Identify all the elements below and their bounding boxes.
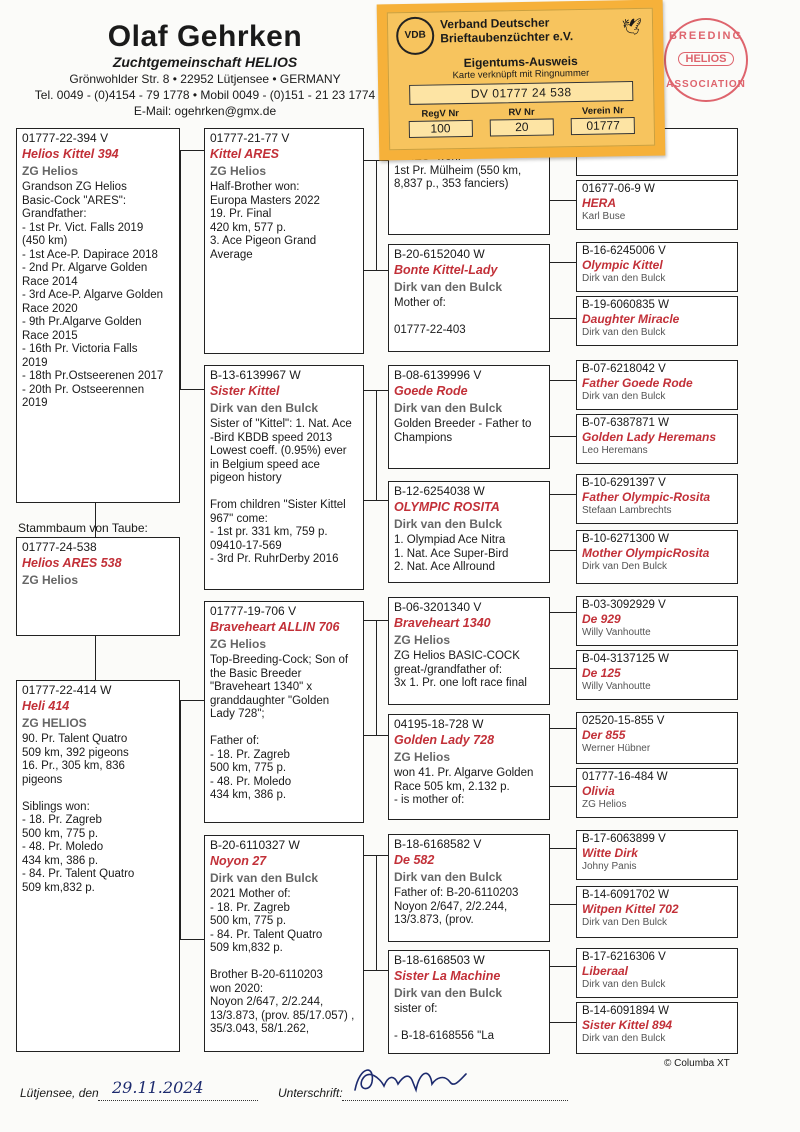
pigeon-name: Golden Lady Heremans: [582, 430, 717, 444]
pigeon-owner: Dirk van Den Bulck: [582, 561, 668, 572]
pigeon-card-sire-dam: [204, 365, 364, 590]
ring-number: B-13-6139967 W: [210, 368, 301, 382]
pigeon-card-dam: [16, 680, 180, 1052]
sticker-title: Eigentums-Ausweis: [463, 54, 578, 70]
pigeon-card-g2: [576, 180, 738, 230]
ring-number: B-16-6245006 V: [582, 245, 666, 257]
pigeon-notes: 1st Pr. Mülheim (550 km, 8,837 p., 353 fanciers): [394, 164, 522, 190]
breeder-name: Olaf Gehrken: [107, 20, 303, 53]
ring-number: 01777-22-394 V: [22, 131, 109, 145]
pigeon-name: Golden Lady 728: [394, 733, 495, 747]
pigeon-owner: ZG Helios: [394, 633, 451, 647]
pigeon-notes: Sister of "Kittel": 1. Nat. Ace -Bird KBDB speed 2013 Lowest coeff. (0.95%) ever in Belgium speed ace pigeon history From children "Sister Kittel 967" come: - 1st pr. 331 km, 759 p. 09410-17-569 - 3rd Pr. RuhrDerby 2016: [210, 418, 352, 565]
ring-number: B-08-6139996 V: [394, 368, 482, 382]
copyright-notice: © Columba XT: [664, 1058, 730, 1069]
pigeon-name: Sister La Machine: [394, 969, 501, 983]
pigeon-name: Olympic Kittel: [582, 258, 663, 272]
pigeon-card-ssd: [388, 244, 550, 352]
pigeon-owner: Johny Panis: [582, 861, 637, 872]
ring-number: 01777-22-414 W: [22, 683, 112, 697]
pigeon-owner: ZG HELIOS: [22, 716, 87, 730]
pigeon-notes: Grandson ZG Helios Basic-Cock "ARES": Grandfather: - 1st Pr. Vict. Falls 2019 (450 km) - 1st Ace-P. Dapirace 2018 - 2nd Pr. Algarve Golden Race 2014 - 3rd Ace-P. Algarve Golden Race 2020 - 9th Pr.Algarve Golden Race 2015 - 16th Pr. Victoria Falls 2019 - 18th Pr.Ostseerenen 2017 - 20th Pr. Ostseerennen 2019: [22, 181, 164, 409]
field-label: RegV Nr: [421, 108, 460, 120]
pigeon-notes: 2021 Mother of: - 18. Pr. Zagreb 500 km, 775 p. - 84. Pr. Talent Quatro 509 km,832 p. Brother B-20-6110203 won 2020: Noyon 2/647, 2/2.244, 13/3.873, (prov. 85/17.057) , 35/3.043, 58/1.262,: [210, 888, 355, 1035]
pigeon-owner: Dirk van den Bulck: [582, 1033, 666, 1044]
pigeon-owner: Karl Buse: [582, 211, 626, 222]
pigeon-name: HERA: [582, 196, 617, 210]
pigeon-card-g6: [576, 414, 738, 464]
pigeon-card-g14: [576, 886, 738, 938]
pigeon-owner: Dirk van den Bulck: [582, 327, 666, 338]
pigeon-card-dam-dam: [204, 835, 364, 1052]
stamp-bottom-text: ASSOCIATION: [666, 79, 746, 90]
pigeon-card-sire-sire: [204, 128, 364, 354]
pigeon-name: Braveheart ALLIN 706: [210, 620, 340, 634]
pigeon-name: Noyon 27: [210, 854, 267, 868]
ring-number: B-03-3092929 V: [582, 599, 666, 611]
pigeon-card-g5: [576, 360, 738, 410]
footer-place-label: Lütjensee, den: [20, 1086, 99, 1100]
pigeon-name: Der 855: [582, 728, 626, 742]
ring-number: 04195-18-728 W: [394, 717, 484, 731]
pigeon-owner: Dirk van den Bulck: [394, 401, 503, 415]
pigeon-card-g12: [576, 768, 738, 818]
pigeon-card-g8: [576, 530, 738, 584]
pigeon-card-subject: [16, 537, 180, 636]
sticker-ring-number: DV 01777 24 538: [409, 81, 633, 105]
breeding-association-stamp: [664, 18, 748, 102]
pigeon-icon: 🕊: [621, 18, 643, 37]
stamp-top-text: BREEDING: [668, 30, 744, 42]
ring-number: B-18-6168582 V: [394, 837, 482, 851]
pigeon-owner: Dirk van den Bulck: [394, 280, 503, 294]
pigeon-owner: Dirk van Den Bulck: [582, 917, 668, 928]
pigeon-notes: ZG Helios BASIC-COCK great-/grandfather of: 3x 1. Pr. one loft race final: [394, 650, 527, 689]
pigeon-name: De 582: [394, 853, 435, 867]
ring-number: B-20-6110327 W: [210, 838, 300, 852]
pigeon-owner: Stefaan Lambrechts: [582, 505, 672, 516]
pigeon-name: Father Olympic-Rosita: [582, 490, 711, 504]
ring-number: B-14-6091702 W: [582, 889, 669, 901]
pigeon-owner: Willy Vanhoutte: [582, 627, 651, 638]
pigeon-card-dam-sire: [204, 601, 364, 823]
pigeon-name: Heli 414: [22, 699, 70, 713]
sticker-org-line2: Brieftaubenzüchter e.V.: [440, 29, 574, 46]
pigeon-name: OLYMPIC ROSITA: [394, 500, 500, 514]
ring-number: 01777-21-77 V: [210, 131, 290, 145]
pigeon-owner: Werner Hübner: [582, 743, 651, 754]
ring-number: B-17-6063899 V: [582, 833, 666, 845]
pigeon-owner: ZG Helios: [582, 799, 627, 810]
pigeon-card-g15: [576, 948, 738, 998]
pigeon-notes: 90. Pr. Talent Quatro 509 km, 392 pigeons 16. Pr., 305 km, 836 pigeons Siblings won: - 18. Pr. Zagreb 500 km, 775 p. - 48. Pr. Moledo 434 km, 386 p. - 84. Pr. Talent Quatro 509 km,832 p.: [22, 733, 135, 894]
pigeon-notes: Top-Breeding-Cock; Son of the Basic Breeder "Braveheart 1340" x granddaughter "Golden Lady 728"; Father of: - 18. Pr. Zagreb 500 km, 775 p. - 48. Pr. Moledo 434 km, 386 p.: [210, 654, 349, 801]
pigeon-owner: Dirk van den Bulck: [394, 517, 503, 531]
pigeon-notes: 1. Olympiad Ace Nitra 1. Nat. Ace Super-Bird 2. Nat. Ace Allround: [394, 534, 509, 573]
pigeon-card-g13: [576, 830, 738, 880]
pigeon-name: Bonte Kittel-Lady: [394, 263, 498, 277]
ring-number: 01777-19-706 V: [210, 604, 297, 618]
pigeon-owner: Dirk van den Bulck: [582, 391, 666, 402]
handwritten-date: 29.11.2024: [112, 1078, 204, 1097]
pigeon-card-g3: [576, 242, 738, 292]
pigeon-card-g11: [576, 712, 738, 764]
pigeon-owner: Dirk van den Bulck: [582, 979, 666, 990]
field-value: 100: [408, 120, 472, 138]
vdb-logo-icon: VDB: [396, 17, 435, 56]
pigeon-card-dsd: [388, 714, 550, 820]
breeder-header: [20, 20, 390, 119]
pigeon-name: Sister Kittel 894: [582, 1018, 673, 1032]
field-value: 01777: [571, 117, 635, 135]
date-line: [98, 1100, 258, 1101]
pigeon-owner: ZG Helios: [394, 750, 451, 764]
pigeon-name: Father Goede Rode: [582, 376, 693, 390]
ring-number: B-06-3201340 V: [394, 600, 482, 614]
pigeon-card-sdd: [388, 481, 550, 583]
sticker-organization: [440, 15, 573, 45]
pigeon-notes: Mother of: 01777-22-403: [394, 297, 466, 336]
field-label: RV Nr: [508, 106, 535, 119]
ring-number: B-19-6060835 W: [582, 299, 669, 311]
pigeon-notes: Father of: B-20-6110203 Noyon 2/647, 2/2.244, 13/3.873, (prov.: [394, 887, 519, 926]
sticker-card-note: Karte verknüpft mit Ringnummer: [452, 67, 590, 82]
sticker-regv-field: [408, 108, 472, 138]
pigeon-notes: sister of: - B-18-6168556 "La: [394, 1003, 494, 1042]
pigeon-owner: Dirk van den Bulck: [394, 986, 503, 1000]
pigeon-owner: ZG Helios: [210, 637, 267, 651]
ring-number: B-12-6254038 W: [394, 484, 485, 498]
pigeon-card-g9: [576, 596, 738, 646]
pigeon-card-g10: [576, 650, 738, 700]
pigeon-owner: Leo Heremans: [582, 445, 648, 456]
pigeon-card-g4: [576, 296, 738, 346]
pedigree-of-label: Stammbaum von Taube:: [18, 521, 148, 535]
ring-number: 01677-06-9 W: [582, 183, 655, 195]
pigeon-owner: Dirk van den Bulck: [210, 871, 319, 885]
ring-number: B-17-6216306 V: [582, 951, 666, 963]
pigeon-notes: won 41. Pr. Algarve Golden Race 505 km, 2.132 p. - is mother of:: [394, 767, 534, 806]
pigeon-notes: Half-Brother won: Europa Masters 2022 19. Pr. Final 420 km, 577 p. 3. Ace Pigeon Grand Average: [210, 181, 320, 261]
pigeon-owner: Dirk van den Bulck: [210, 401, 319, 415]
pigeon-name: Helios Kittel 394: [22, 147, 119, 161]
pigeon-name: Witpen Kittel 702: [582, 902, 679, 916]
ring-number: 01777-24-538: [22, 540, 97, 554]
pigeon-name: Witte Dirk: [582, 846, 638, 860]
pigeon-card-ddd: [388, 950, 550, 1054]
field-label: Verein Nr: [581, 105, 624, 117]
pigeon-notes: Golden Breeder - Father to Champions: [394, 418, 532, 444]
ring-number: B-10-6291397 V: [582, 477, 666, 489]
ring-number: B-04-3137125 W: [582, 653, 669, 665]
sticker-verein-field: [571, 105, 635, 135]
ring-number: B-10-6271300 W: [582, 533, 669, 545]
pigeon-name: Goede Rode: [394, 384, 468, 398]
handwritten-signature: [350, 1060, 470, 1100]
stamp-middle-text: HELIOS: [678, 52, 734, 66]
ring-number: 01777-16-484 W: [582, 771, 668, 783]
breeder-email: E-Mail: ogehrken@gmx.de: [133, 104, 277, 118]
ownership-id-sticker: [377, 0, 666, 160]
sticker-number-fields: [399, 105, 643, 138]
signature-label: Unterschrift:: [278, 1086, 343, 1100]
breeder-phone: Tel. 0049 - (0)4154 - 79 1778 • Mobil 0049 - (0)151 - 21 23 1774: [34, 88, 376, 102]
field-value: 20: [490, 118, 554, 136]
pigeon-name: Kittel ARES: [210, 147, 279, 161]
pigeon-owner: Willy Vanhoutte: [582, 681, 651, 692]
pigeon-name: Mother OlympicRosita: [582, 546, 710, 560]
ring-number: B-07-6218042 V: [582, 363, 666, 375]
pigeon-name: Braveheart 1340: [394, 616, 491, 630]
pigeon-name: Helios ARES 538: [22, 556, 122, 570]
pigeon-name: De 929: [582, 612, 621, 626]
ring-number: B-18-6168503 W: [394, 953, 485, 967]
pigeon-owner: Dirk van den Bulck: [582, 273, 666, 284]
breeder-address: Grönwohlder Str. 8 • 22952 Lütjensee • GERMANY: [69, 72, 341, 86]
pigeon-card-g7: [576, 474, 738, 524]
signature-line: [342, 1100, 568, 1101]
pigeon-name: Liberaal: [582, 964, 629, 978]
pigeon-card-g16: [576, 1002, 738, 1054]
pigeon-card-sire: [16, 128, 180, 503]
pigeon-owner: ZG Helios: [22, 164, 79, 178]
pigeon-name: Olivia: [582, 784, 615, 798]
ring-number: 02520-15-855 V: [582, 715, 665, 727]
breeder-subtitle: Zuchtgemeinschaft HELIOS: [112, 54, 298, 70]
pigeon-card-dss: [388, 597, 550, 705]
sticker-org-line1: Verband Deutscher: [439, 15, 550, 32]
pigeon-name: Sister Kittel: [210, 384, 280, 398]
ring-number: B-14-6091894 W: [582, 1005, 669, 1017]
pigeon-owner: ZG Helios: [210, 164, 267, 178]
pigeon-card-dds: [388, 834, 550, 942]
ring-number: B-07-6387871 W: [582, 417, 669, 429]
sticker-rv-field: [489, 106, 553, 136]
ring-number: B-20-6152040 W: [394, 247, 485, 261]
pigeon-owner: ZG Helios: [22, 573, 79, 587]
pigeon-name: Daughter Miracle: [582, 312, 680, 326]
pigeon-card-sds: [388, 365, 550, 469]
pigeon-owner: Dirk van den Bulck: [394, 870, 503, 884]
pigeon-name: De 125: [582, 666, 621, 680]
